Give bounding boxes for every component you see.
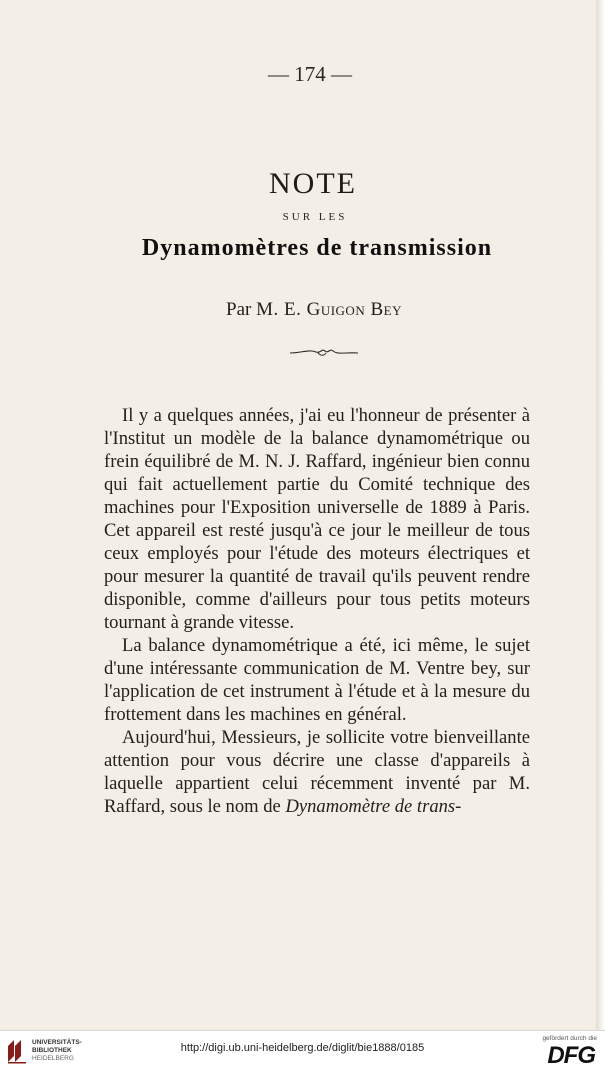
funding-label: gefördert durch die	[542, 1035, 597, 1042]
article-title: Dynamomètres de transmission	[141, 235, 493, 261]
paragraph-3-italic: Dynamomètre de trans-	[285, 796, 462, 817]
paragraph-1: Il y a quelques années, j'ai eu l'honneur de présenter à l'Institut un modèle de la balance dynamométrique ou frein équilibré de M. N. J. Raffard, ingénieur bien connu qui fait actuellement partie du Comité technique des machines pour l'Exposition universelle de 1889 à Paris. Cet appareil est resté jusqu'à ce jour le meilleur de tous ceux employés pour l'étude des moteurs électriques et pour mesurer la quantité de travail qu'ils peuvent rendre disponible, comme d'ailleurs pour tous petits moteurs tournant à grande vitesse.	[104, 405, 530, 633]
paragraph-3	[104, 726, 530, 818]
subtitle: SUR LES	[282, 211, 348, 223]
note-title: NOTE	[269, 167, 357, 200]
permalink-url[interactable]: http://digi.ub.uni-heidelberg.de/diglit/bie1888/0185	[180, 1042, 425, 1054]
paragraph-2: La balance dynamométrique a été, ici même, le sujet d'une intéressante communication de M. Ventre bey, sur l'application de cet instrument à l'étude et à la mesure du frottement dans les machines en général.	[104, 635, 530, 725]
author-prefix: Par	[226, 299, 252, 320]
dfg-logo: DFG	[547, 1042, 595, 1069]
footer-bar	[0, 1030, 605, 1073]
body-text	[104, 404, 530, 818]
page-number: — 174 —	[268, 62, 352, 86]
fleuron-ornament-icon	[288, 344, 360, 360]
paragraph-3-text: Aujourd'hui, Messieurs, je sollicite votre bienveillante attention pour vous décrire une classe d'appareils à laquelle appartient celui récemment inventé par M. Raffard, sous le nom de	[104, 727, 530, 817]
library-line-1: UNIVERSITÄTS-	[32, 1039, 82, 1046]
author-name: M. E. Guigon Bey	[256, 299, 402, 320]
library-line-3: HEIDELBERG	[32, 1055, 74, 1062]
page-edge	[596, 0, 605, 1030]
library-line-2: BIBLIOTHEK	[32, 1047, 72, 1054]
author-line	[0, 299, 605, 321]
